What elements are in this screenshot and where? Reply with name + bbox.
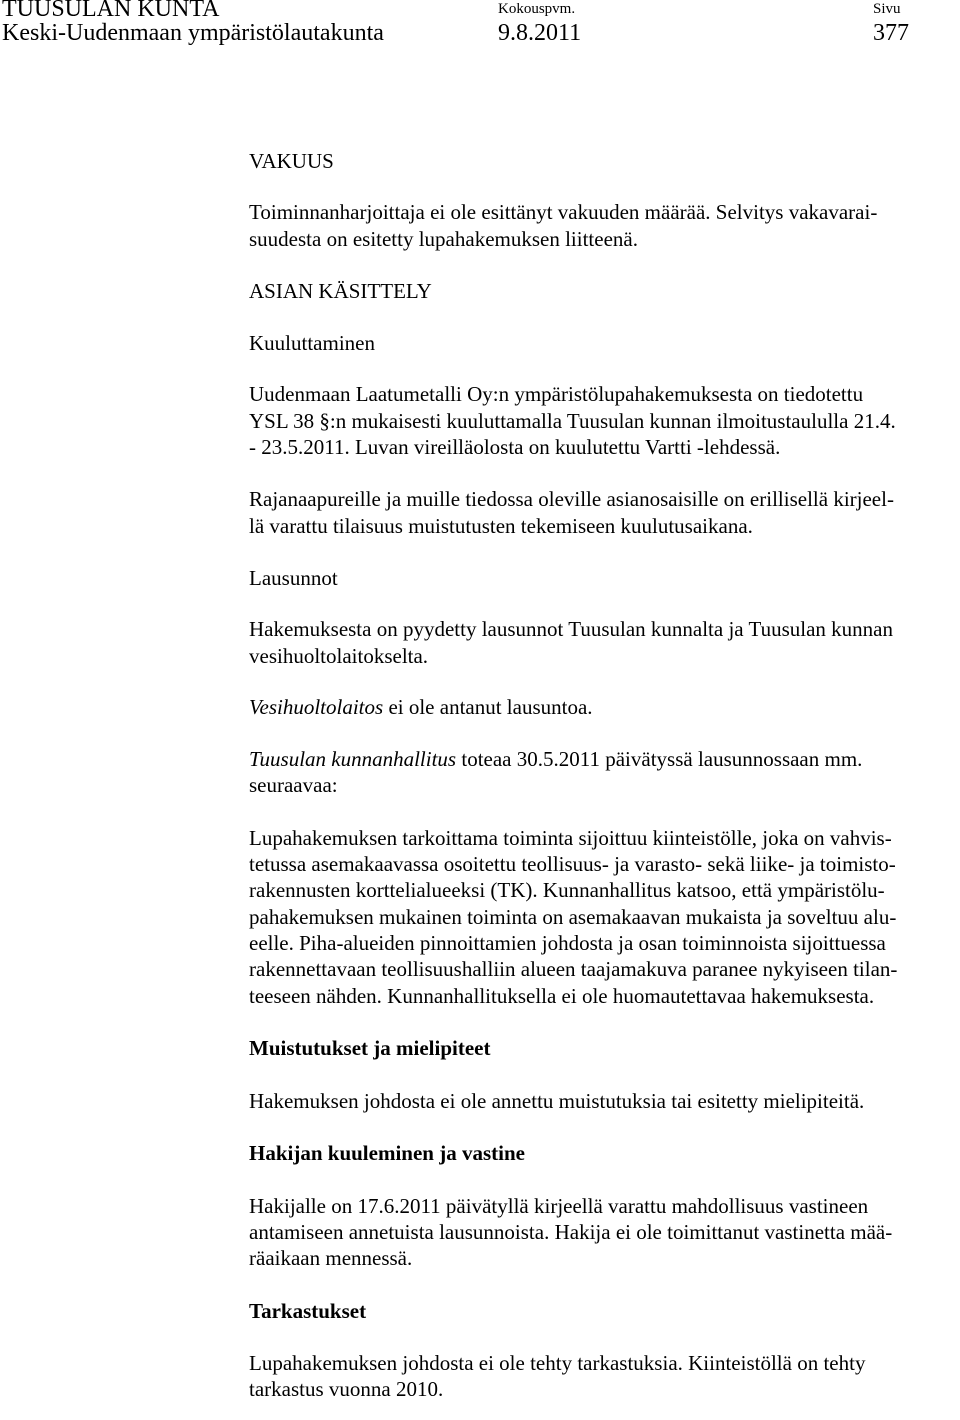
lausunnot-paragraph-3 — [249, 746, 957, 799]
text-line: antamiseen annetuista lausunnoista. Hakija ei ole toimittanut vastinetta mää- — [249, 1220, 893, 1245]
vakuus-paragraph — [249, 199, 957, 252]
kunnanhallitus-name: Tuusulan kunnanhallitus — [249, 747, 457, 772]
page-number: 377 — [873, 20, 909, 46]
tarkastukset-heading: Tarkastukset — [249, 1298, 367, 1323]
text-line: Rajanaapureille ja muille tiedossa oleville asianosaisille on erillisellä kirjeel- — [249, 487, 894, 512]
text-line: YSL 38 §:n mukaisesti kuuluttamalla Tuusulan kunnan ilmoitustaululla 21.4. — [249, 408, 896, 433]
text-line: seuraavaa: — [249, 773, 338, 798]
vesihuoltolaitos-name: Vesihuoltolaitos — [249, 694, 384, 719]
meeting-date: 9.8.2011 — [498, 20, 582, 46]
text-line: pahakemuksen mukainen toiminta on asemakaavan mukaista ja soveltuu alu- — [249, 904, 897, 929]
kuuleminen-paragraph — [249, 1193, 957, 1272]
muistutukset-paragraph — [249, 1088, 957, 1114]
text-fragment: toteaa 30.5.2011 päivätyssä lausunnossaan mm. — [456, 747, 863, 772]
text-line: rakennusten korttelialueeksi (TK). Kunnanhallitus katsoo, että ympäristölu- — [249, 878, 885, 903]
organization-name: TUUSULAN KUNTA — [2, 0, 220, 22]
kunnanhallitus-quote — [249, 825, 957, 1009]
lausunnot-heading: Lausunnot — [249, 565, 338, 590]
muistutukset-heading: Muistutukset ja mielipiteet — [249, 1035, 491, 1060]
text-line: Hakemuksen johdosta ei ole annettu muistutuksia tai esitetty mielipiteitä. — [249, 1089, 865, 1114]
text-line: Toiminnanharjoittaja ei ole esittänyt vakuuden määrää. Selvitys vakavarai- — [249, 200, 878, 225]
text-line — [249, 694, 957, 720]
text-line: Hakijalle on 17.6.2011 päivätyllä kirjeellä varattu mahdollisuus vastineen — [249, 1193, 869, 1218]
kuuluttaminen-heading: Kuuluttaminen — [249, 331, 375, 356]
page-label: Sivu — [873, 1, 901, 17]
kuuluttaminen-paragraph-1 — [249, 381, 957, 460]
lausunnot-paragraph-1 — [249, 616, 957, 669]
tarkastukset-paragraph — [249, 1350, 957, 1403]
text-fragment: ei ole antanut lausuntoa. — [383, 694, 593, 719]
kuuluttaminen-paragraph-2 — [249, 486, 957, 539]
text-line: räaikaan mennessä. — [249, 1246, 413, 1271]
vakuus-heading: VAKUUS — [249, 149, 334, 173]
text-line: Uudenmaan Laatumetalli Oy:n ympäristölupahakemuksesta on tiedotettu — [249, 382, 864, 407]
text-line: tarkastus vuonna 2010. — [249, 1377, 444, 1402]
asian-kasittely-heading: ASIAN KÄSITTELY — [249, 278, 432, 303]
text-line: eelle. Piha-alueiden pinnoittamien johdosta ja osan toiminnoista sijoittuessa — [249, 930, 886, 955]
document-body — [249, 148, 957, 1403]
text-line: rakennettavaan teollisuushalliin alueen taajamakuva paranee nykyiseen tilan- — [249, 957, 898, 982]
text-line: tetussa asemakaavassa osoitettu teollisuus- ja varasto- sekä liike- ja toimisto- — [249, 852, 896, 877]
board-name: Keski-Uudenmaan ympäristölautakunta — [2, 20, 384, 46]
text-line: - 23.5.2011. Luvan vireilläolosta on kuulutettu Vartti -lehdessä. — [249, 435, 781, 460]
text-line: lä varattu tilaisuus muistutusten tekemiseen kuulutusaikana. — [249, 513, 753, 538]
text-line: Hakemuksesta on pyydetty lausunnot Tuusulan kunnalta ja Tuusulan kunnan — [249, 617, 893, 642]
text-line: teeseen nähden. Kunnanhallituksella ei ole huomautettavaa hakemuksesta. — [249, 983, 875, 1008]
text-line — [249, 746, 957, 772]
text-line: Lupahakemuksen johdosta ei ole tehty tarkastuksia. Kiinteistöllä on tehty — [249, 1350, 866, 1375]
meeting-date-label: Kokouspvm. — [498, 1, 576, 17]
kuuleminen-heading: Hakijan kuuleminen ja vastine — [249, 1141, 525, 1166]
text-line: vesihuoltolaitokselta. — [249, 643, 429, 668]
lausunnot-paragraph-2 — [249, 694, 957, 720]
text-line: suudesta on esitetty lupahakemuksen liitteenä. — [249, 226, 638, 251]
text-line: Lupahakemuksen tarkoittama toiminta sijoittuu kiinteistölle, joka on vahvis- — [249, 825, 892, 850]
